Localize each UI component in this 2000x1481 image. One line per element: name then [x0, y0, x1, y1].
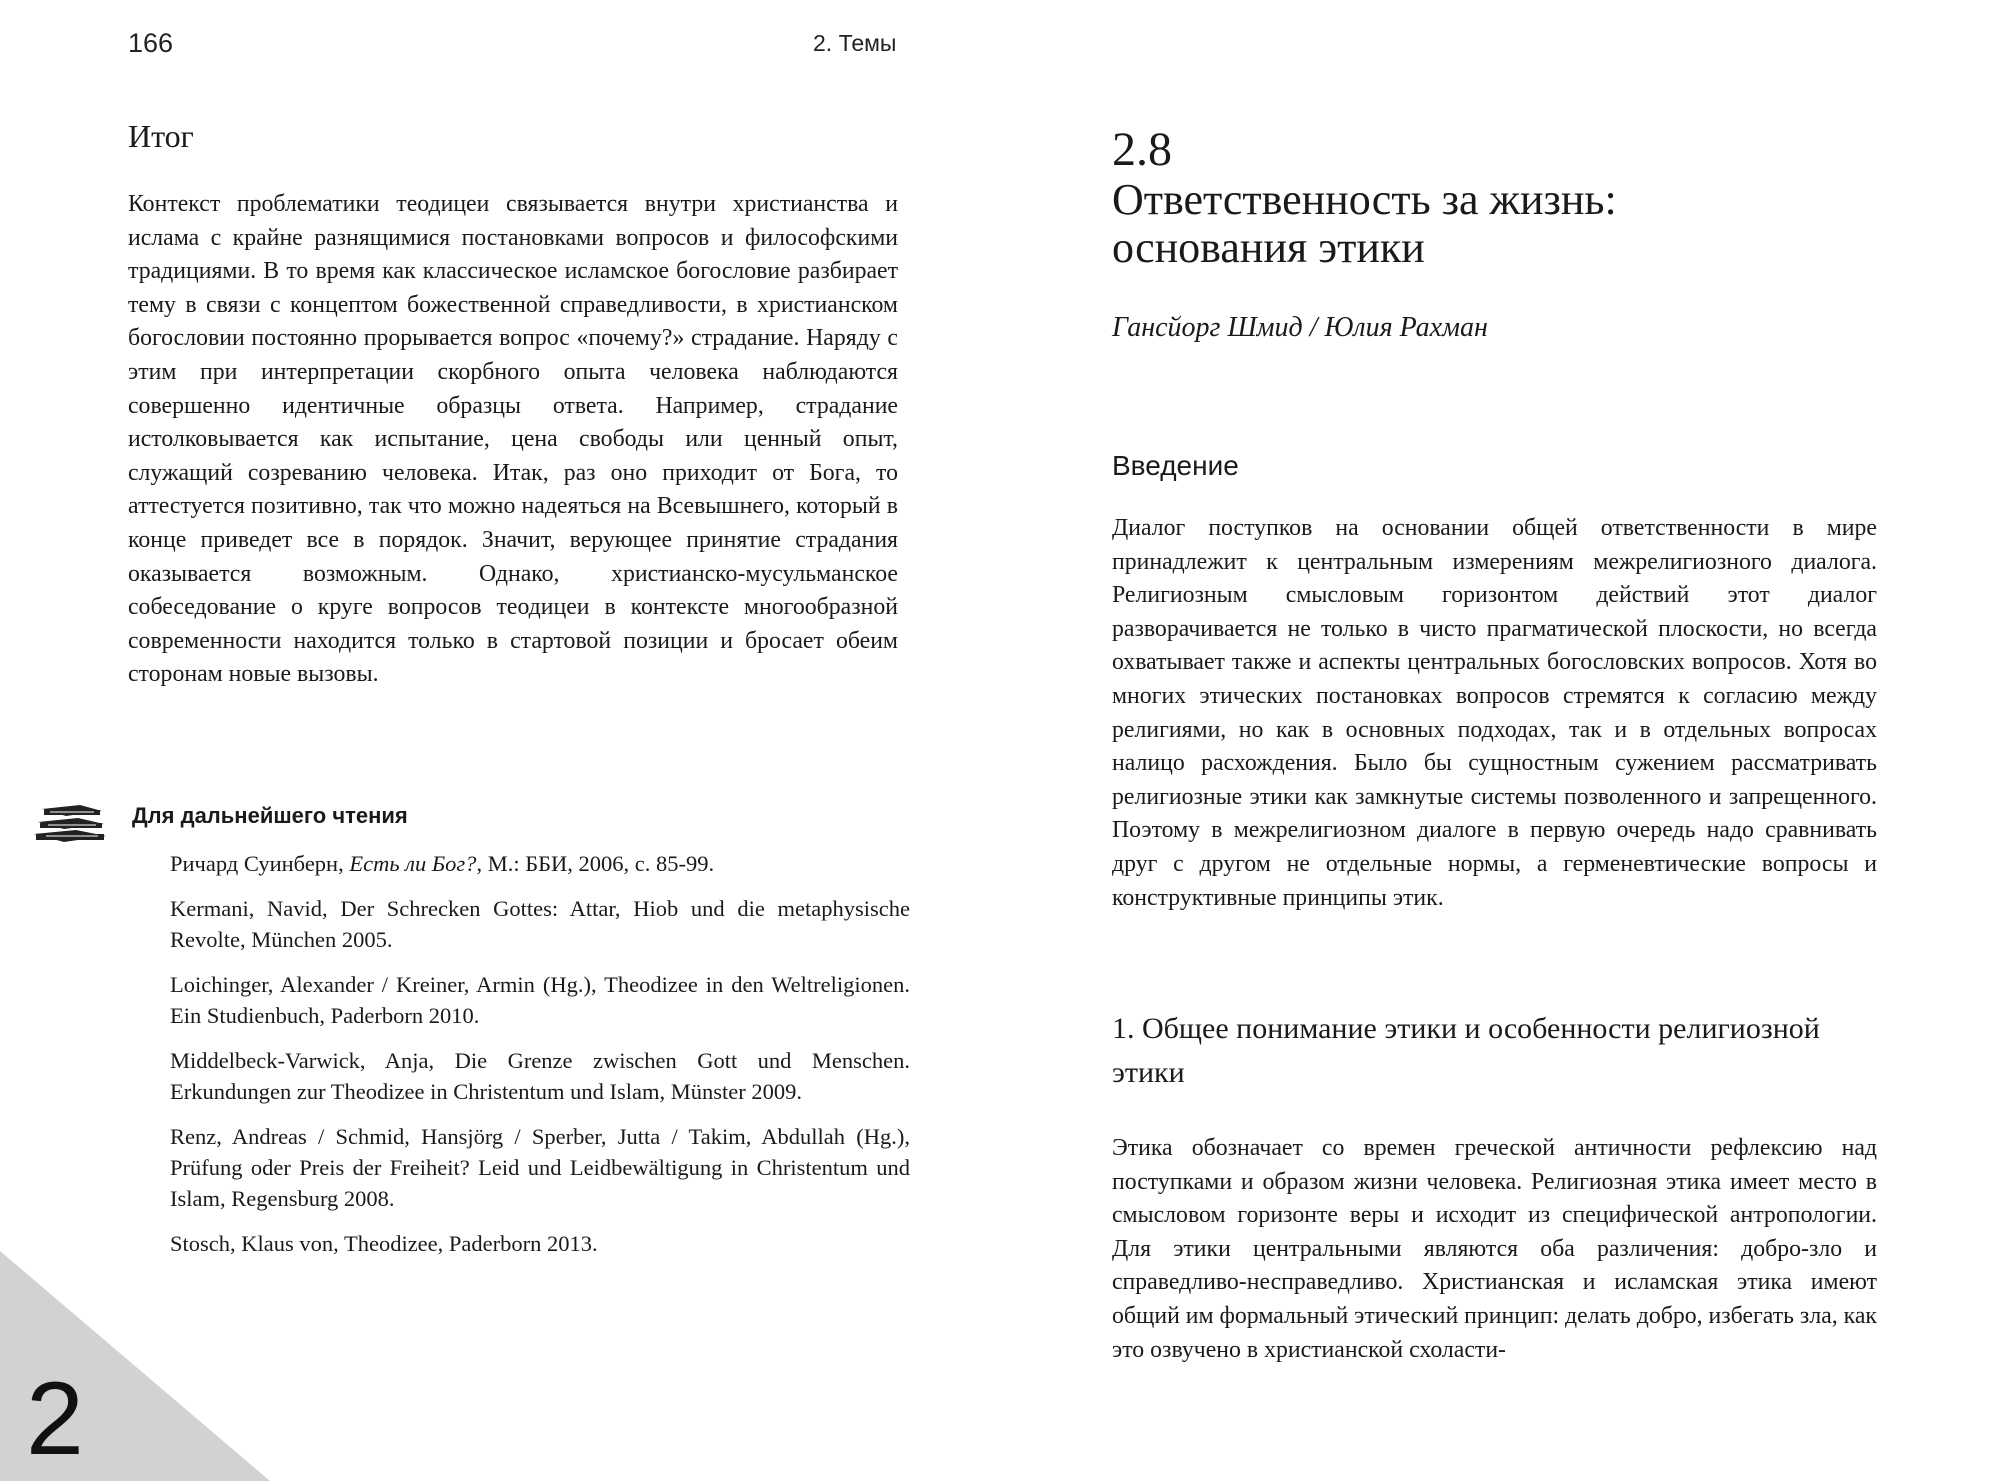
- subsection-paragraph: Этика обозначает со времен греческой античности рефлексию над поступками и образом жизни человека. Религиозная этика имеет место в смысловом горизонте веры и исходит из специфической антропологии. Для этики центральными являются оба различения: добро-зло и справедливо-несправедливо. Христианская и исламская этика имеют общий им формальный этический принцип: делать добро, избегать зла, как это озвучено в христианской схоласти-: [1112, 1135, 1877, 1363]
- page-number: 166: [128, 28, 174, 58]
- intro-heading: Введение: [1112, 450, 1239, 481]
- books-stack-icon: [28, 796, 112, 851]
- intro-paragraph: Диалог поступков на основании общей ответственности в мире принадлежит к центральным измерениям межрелигиозного диалога. Религиозным смысловым горизонтом действий этот диалог разворачивается не только в чисто прагматической плоскости, но всегда охватывает также и аспекты центральных богословских вопросов. Хотя во многих этических постановках вопросов стремятся к согласию между религиями, но как в основных подходах, так и в отдельных вопросах налицо расхождения. Было бы сущностным сужением рассматривать религиозные этики как замкнутые системы позволенного и запрещенного. Поэтому в межрелигиозном диалоге в первую очередь надо сравнивать друг с другом не отдельные нормы, а герменевтические вопросы и конструктивные принципы этик.: [1112, 515, 1877, 911]
- section-title: Итог: [128, 118, 194, 154]
- summary-paragraph: Контекст проблематики теодицеи связывается внутри христианства и ислама с крайне разнящимися постановками вопросов и философскими традициями. В то время как классическое исламское богословие разбирает тему в связи с концептом божественной справедливости, в христианском богословии постоянно прорывается вопрос «почему?» страдание. Наряду с этим при интерпретации скорбного опыта человека наблюдаются совершенно идентичные образцы ответа. Например, страдание истолковывается как испытание, цена свободы или ценный опыт, служащий созреванию человека. Итак, раз оно приходит от Бога, то аттестуется позитивно, так что можно надеяться на Всевышнего, который в конце приведет все в порядок. Значит, верующее принятие страдания оказывается возможным. Однако, христианско-мусульманское собеседование о круге вопросов теодицеи в контексте многообразной современности находится только в стартовой позиции и бросает обеим сторонам новые вызовы.: [128, 191, 898, 688]
- reference-item: Ричард Суинберн, Есть ли Бог?, М.: ББИ, 2006, с. 85-99.: [170, 851, 715, 876]
- reference-item: Stosch, Klaus von, Theodizee, Paderborn 2013.: [170, 1231, 598, 1256]
- reference-list: [170, 848, 910, 1273]
- reference-item: Kermani, Navid, Der Schrecken Gottes: Attar, Hiob und die metaphysische Revolte, München 2005.: [170, 896, 910, 952]
- chapter-authors: Гансйорг Шмид / Юлия Рахман: [1112, 312, 1488, 343]
- right-page: [1000, 0, 2000, 1481]
- reference-item: Renz, Andreas / Schmid, Hansjörg / Sperber, Jutta / Takim, Abdullah (Hg.), Prüfung oder Preis der Freiheit? Leid und Leidbewältigung in Christentum und Islam, Regensburg 2008.: [170, 1124, 910, 1211]
- chapter-tab-number: 2: [26, 1361, 84, 1477]
- left-page-header: [128, 28, 898, 68]
- reference-item: Loichinger, Alexander / Kreiner, Armin (Hg.), Theodizee in den Weltreligionen. Ein Studienbuch, Paderborn 2010.: [170, 972, 910, 1028]
- running-head: 2. Темы: [813, 30, 897, 56]
- reference-item: Middelbeck-Varwick, Anja, Die Grenze zwischen Gott und Menschen. Erkundungen zur Theodizee in Christentum und Islam, Münster 2009.: [170, 1048, 910, 1104]
- further-reading-title: Для дальнейшего чтения: [132, 803, 408, 828]
- chapter-number: 2.8: [1112, 123, 1172, 176]
- subsection-heading: 1. Общее понимание этики и особенности религиозной этики: [1112, 1012, 1820, 1089]
- chapter-title: Ответственность за жизнь: основания этики: [1112, 175, 1617, 272]
